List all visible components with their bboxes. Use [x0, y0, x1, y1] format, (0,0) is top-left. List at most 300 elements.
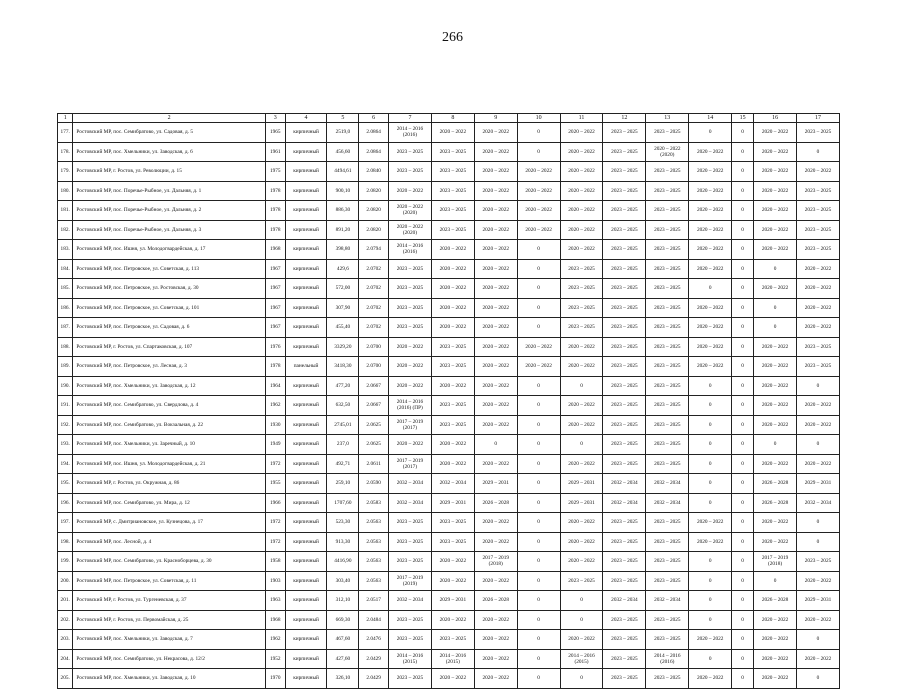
table-cell: 2020 – 2022 — [474, 532, 517, 552]
table-cell: кирпичный — [285, 630, 327, 650]
table-cell: 2020 – 2022 — [560, 454, 603, 474]
table-cell: 1964 — [265, 376, 285, 396]
table-cell: 2020 – 2022 (2020) — [389, 220, 432, 240]
table-cell: 0 — [517, 259, 560, 279]
table-cell: 2020 – 2022 — [517, 181, 560, 201]
column-number-2: 2 — [73, 114, 265, 123]
table-cell: 2020 – 2022 — [754, 142, 797, 162]
table-body — [58, 123, 840, 689]
table-cell: 2020 – 2022 — [754, 454, 797, 474]
table-cell: 2.0702 — [359, 298, 389, 318]
table-cell: 2023 – 2025 — [389, 298, 432, 318]
table-cell: кирпичный — [285, 220, 327, 240]
table-cell: кирпичный — [285, 610, 327, 630]
table-cell: 1962 — [265, 630, 285, 650]
table-cell: 2023 – 2025 — [646, 415, 689, 435]
table-cell: 2020 – 2022 — [474, 142, 517, 162]
table-cell: 2020 – 2022 — [560, 552, 603, 572]
table-cell: 0 — [754, 318, 797, 338]
address-cell: Ростовский МР, пос. Семибратово, ул. Свердлова, д. 4 — [73, 396, 265, 416]
table-cell: 0 — [754, 259, 797, 279]
table-cell: 0 — [732, 240, 754, 260]
table-cell: 2023 – 2025 — [646, 357, 689, 377]
column-number-6: 6 — [359, 114, 389, 123]
table-cell: 2.0484 — [359, 610, 389, 630]
table-cell: 2032 – 2034 — [797, 493, 840, 513]
table-row — [58, 220, 840, 240]
table-cell: 0 — [797, 513, 840, 533]
table-cell: 2023 – 2025 — [646, 630, 689, 650]
table-cell: 2023 – 2025 — [560, 318, 603, 338]
table-cell: 913,30 — [327, 532, 359, 552]
table-cell: 2023 – 2025 — [603, 357, 646, 377]
table-cell: 2023 – 2025 — [431, 513, 474, 533]
table-cell: 2020 – 2022 — [797, 610, 840, 630]
table-cell: 2023 – 2025 — [431, 162, 474, 182]
table-cell: 632,50 — [327, 396, 359, 416]
table-cell: 2020 – 2022 — [689, 630, 732, 650]
table-cell: 2023 – 2025 — [603, 142, 646, 162]
table-cell: 2029 – 2031 — [474, 474, 517, 494]
table-cell: 0 — [517, 415, 560, 435]
table-cell: 2.0563 — [359, 513, 389, 533]
table-cell: 429,6 — [327, 259, 359, 279]
table-cell: 2.0625 — [359, 435, 389, 455]
table-cell: 2023 – 2025 — [603, 376, 646, 396]
table-cell: 1707,60 — [327, 493, 359, 513]
table-cell: 2029 – 2031 — [560, 493, 603, 513]
table-cell: 2020 – 2022 — [797, 318, 840, 338]
table-cell: 2.0563 — [359, 532, 389, 552]
row-number-cell: 177. — [58, 123, 73, 143]
table-cell: 2020 – 2022 — [689, 240, 732, 260]
table-cell: 2020 – 2022 — [389, 435, 432, 455]
table-cell: 2020 – 2022 — [560, 240, 603, 260]
table-cell: 2029 – 2031 — [560, 474, 603, 494]
table-cell: 0 — [689, 474, 732, 494]
table-row — [58, 240, 840, 260]
table-cell: 2023 – 2025 — [603, 240, 646, 260]
address-cell: Ростовский МР, пос. Ишня, ул. Молодогвардейская, д. 21 — [73, 454, 265, 474]
table-cell: 2023 – 2025 — [646, 669, 689, 689]
table-cell: 2020 – 2022 — [517, 162, 560, 182]
table-cell: 2020 – 2022 — [517, 337, 560, 357]
table-cell: 2020 – 2022 — [754, 610, 797, 630]
table-cell: кирпичный — [285, 376, 327, 396]
table-cell: 2020 – 2022 — [754, 181, 797, 201]
table-cell: 0 — [732, 220, 754, 240]
row-number-cell: 185. — [58, 279, 73, 299]
table-cell: 2014 – 2016 (2015) — [389, 649, 432, 669]
table-cell: 2020 – 2022 — [797, 415, 840, 435]
table-cell: 2023 – 2025 — [560, 571, 603, 591]
row-number-cell: 200. — [58, 571, 73, 591]
table-cell: 1975 — [265, 162, 285, 182]
table-cell: 2020 – 2022 — [689, 357, 732, 377]
table-cell: 0 — [732, 513, 754, 533]
table-cell: 0 — [732, 396, 754, 416]
table-cell: 2023 – 2025 — [431, 357, 474, 377]
table-cell: 0 — [517, 630, 560, 650]
row-number-cell: 190. — [58, 376, 73, 396]
table-cell: 2023 – 2025 — [646, 279, 689, 299]
table-cell: 2023 – 2025 — [389, 610, 432, 630]
table-cell: 2023 – 2025 — [603, 259, 646, 279]
table-cell: 0 — [732, 162, 754, 182]
table-cell: 1978 — [265, 357, 285, 377]
table-cell: 2014 – 2016 (2016) — [389, 240, 432, 260]
table-cell: 2023 – 2025 — [431, 201, 474, 221]
table-cell: 2023 – 2025 — [646, 337, 689, 357]
table-cell: 2.0700 — [359, 357, 389, 377]
table-cell: 1962 — [265, 396, 285, 416]
table-cell: 2020 – 2022 — [474, 415, 517, 435]
table-cell: 0 — [517, 649, 560, 669]
table-row — [58, 474, 840, 494]
table-cell: 2020 – 2022 — [560, 201, 603, 221]
table-cell: 2.0625 — [359, 415, 389, 435]
table-cell: 2020 – 2022 — [754, 649, 797, 669]
table-cell: 0 — [517, 669, 560, 689]
table-cell: 0 — [732, 493, 754, 513]
table-cell: 2020 – 2022 — [431, 318, 474, 338]
table-cell: 2020 – 2022 — [474, 240, 517, 260]
table-cell: панельный — [285, 357, 327, 377]
column-number-1: 1 — [58, 114, 73, 123]
table-cell: 2029 – 2031 — [431, 591, 474, 611]
row-number-cell: 181. — [58, 201, 73, 221]
table-cell: 2.0517 — [359, 591, 389, 611]
table-cell: 2023 – 2025 — [603, 571, 646, 591]
table-cell: 455,40 — [327, 318, 359, 338]
table-cell: 2017 – 2019 (2017) — [389, 454, 432, 474]
table-cell: 0 — [689, 396, 732, 416]
table-cell: 2020 – 2022 — [797, 571, 840, 591]
table-cell: 2020 – 2022 — [560, 513, 603, 533]
table-cell: 2020 – 2022 — [754, 630, 797, 650]
table-cell: 2020 – 2022 — [517, 357, 560, 377]
table-cell: 1978 — [265, 220, 285, 240]
table-cell: 2020 – 2022 — [431, 259, 474, 279]
table-cell: 2020 – 2022 — [560, 630, 603, 650]
table-cell: 2020 – 2022 — [474, 337, 517, 357]
address-cell: Ростовский МР, пос. Лесной, д. 4 — [73, 532, 265, 552]
table-cell: 307,90 — [327, 298, 359, 318]
table-cell: 0 — [732, 591, 754, 611]
row-number-cell: 178. — [58, 142, 73, 162]
table-cell: 2023 – 2025 — [646, 181, 689, 201]
row-number-cell: 193. — [58, 435, 73, 455]
table-cell: 1903 — [265, 571, 285, 591]
table-cell: 0 — [517, 376, 560, 396]
table-cell: кирпичный — [285, 298, 327, 318]
table-cell: 891,20 — [327, 220, 359, 240]
table-cell: 2023 – 2025 — [646, 435, 689, 455]
table-cell: 2020 – 2022 — [754, 201, 797, 221]
table-cell: 2020 – 2022 — [754, 337, 797, 357]
table-cell: 2023 – 2025 — [797, 181, 840, 201]
table-cell: 467,60 — [327, 630, 359, 650]
row-number-cell: 180. — [58, 181, 73, 201]
table-cell: 0 — [732, 474, 754, 494]
table-cell: 2020 – 2022 — [474, 123, 517, 143]
table-cell: 2023 – 2025 — [389, 513, 432, 533]
table-cell: 1972 — [265, 454, 285, 474]
row-number-cell: 197. — [58, 513, 73, 533]
housing-registry-table — [57, 113, 840, 689]
table-cell: 0 — [689, 493, 732, 513]
table-cell: 2020 – 2022 — [689, 162, 732, 182]
table-cell: 2020 – 2022 — [689, 220, 732, 240]
table-row — [58, 591, 840, 611]
table-cell: 2020 – 2022 — [474, 376, 517, 396]
table-cell: 0 — [560, 376, 603, 396]
table-row — [58, 454, 840, 474]
table-cell: 2023 – 2025 — [603, 610, 646, 630]
table-cell: 303,40 — [327, 571, 359, 591]
table-cell: 2020 – 2022 — [797, 396, 840, 416]
table-cell: 4494,61 — [327, 162, 359, 182]
table-cell: 2017 – 2019 (2019) — [389, 571, 432, 591]
table-cell: 2020 – 2022 — [797, 298, 840, 318]
table-cell: кирпичный — [285, 552, 327, 572]
table-cell: 572,00 — [327, 279, 359, 299]
table-cell: 2020 – 2022 — [797, 259, 840, 279]
table-cell: 2023 – 2025 — [603, 337, 646, 357]
table-cell: 237,0 — [327, 435, 359, 455]
table-cell: 0 — [732, 454, 754, 474]
table-cell: 2.0700 — [359, 337, 389, 357]
row-number-cell: 203. — [58, 630, 73, 650]
table-cell: 2020 – 2022 — [560, 396, 603, 416]
table-cell: 2020 – 2022 — [560, 220, 603, 240]
table-cell: 2020 – 2022 — [431, 552, 474, 572]
table-cell: 0 — [689, 415, 732, 435]
table-cell: кирпичный — [285, 240, 327, 260]
table-cell: 0 — [517, 552, 560, 572]
address-cell: Ростовский МР, пос. Хмельники, ул. Заводская, д. 7 — [73, 630, 265, 650]
table-cell: 2023 – 2025 — [646, 259, 689, 279]
table-cell: 0 — [797, 435, 840, 455]
table-cell: 0 — [517, 493, 560, 513]
table-cell: 2023 – 2025 — [560, 259, 603, 279]
table-cell: 0 — [754, 298, 797, 318]
table-cell: 2023 – 2025 — [646, 220, 689, 240]
address-cell: Ростовский МР, пос. Хмельники, ул. Заречный, д. 10 — [73, 435, 265, 455]
table-cell: 2023 – 2025 — [431, 337, 474, 357]
table-cell: 2.0611 — [359, 454, 389, 474]
table-cell: 2020 – 2022 — [389, 376, 432, 396]
table-cell: 2.0590 — [359, 474, 389, 494]
table-cell: 0 — [517, 435, 560, 455]
column-number-13: 13 — [646, 114, 689, 123]
table-cell: 2023 – 2025 — [646, 513, 689, 533]
table-cell: 2020 – 2022 — [474, 396, 517, 416]
table-row — [58, 142, 840, 162]
table-cell: 1958 — [265, 552, 285, 572]
table-cell: 2023 – 2025 — [389, 532, 432, 552]
row-number-cell: 205. — [58, 669, 73, 689]
table-cell: 2023 – 2025 — [797, 240, 840, 260]
table-cell: 2020 – 2022 — [797, 279, 840, 299]
table-cell: 2023 – 2025 — [431, 396, 474, 416]
table-cell: 477,20 — [327, 376, 359, 396]
table-cell: 2023 – 2025 — [389, 142, 432, 162]
table-cell: 1961 — [265, 142, 285, 162]
table-cell: 2020 – 2022 — [560, 162, 603, 182]
table-row — [58, 552, 840, 572]
table-cell: 2020 – 2022 — [754, 532, 797, 552]
table-cell: 2020 – 2022 — [474, 318, 517, 338]
table-cell: кирпичный — [285, 162, 327, 182]
table-cell: 2020 – 2022 — [689, 298, 732, 318]
table-cell: 0 — [797, 142, 840, 162]
table-cell: 2.0702 — [359, 318, 389, 338]
table-cell: 0 — [732, 552, 754, 572]
table-cell: 2023 – 2025 — [389, 669, 432, 689]
table-cell: 0 — [517, 454, 560, 474]
table-cell: 2023 – 2025 — [603, 435, 646, 455]
table-cell: 2020 – 2022 (2020) — [646, 142, 689, 162]
table-cell: 1972 — [265, 513, 285, 533]
table-cell: 2014 – 2016 (2016) — [646, 649, 689, 669]
table-cell: 2745,01 — [327, 415, 359, 435]
column-number-row — [58, 114, 840, 123]
table-cell: кирпичный — [285, 337, 327, 357]
table-cell: 0 — [689, 610, 732, 630]
table-cell: 2.0820 — [359, 181, 389, 201]
table-cell: 326,10 — [327, 669, 359, 689]
row-number-cell: 204. — [58, 649, 73, 669]
table-cell: 2023 – 2025 — [603, 513, 646, 533]
address-cell: Ростовский МР, пос. Петровское, ул. Советская, д. 113 — [73, 259, 265, 279]
table-cell: 2032 – 2034 — [646, 474, 689, 494]
table-cell: 2.0583 — [359, 493, 389, 513]
address-cell: Ростовский МР, г. Ростов, ул. Спартаковская, д. 107 — [73, 337, 265, 357]
table-row — [58, 610, 840, 630]
table-cell: 0 — [797, 630, 840, 650]
table-row — [58, 649, 840, 669]
table-cell: 0 — [732, 259, 754, 279]
table-cell: 2.0820 — [359, 220, 389, 240]
table-cell: 2020 – 2022 — [560, 415, 603, 435]
column-number-14: 14 — [689, 114, 732, 123]
table-row — [58, 396, 840, 416]
table-cell: 886,30 — [327, 201, 359, 221]
table-cell: 0 — [732, 649, 754, 669]
table-row — [58, 337, 840, 357]
table-cell: 2020 – 2022 — [689, 259, 732, 279]
table-cell: 1952 — [265, 649, 285, 669]
table-cell: 2.0840 — [359, 162, 389, 182]
table-cell: 2017 – 2019 (2018) — [754, 552, 797, 572]
column-number-7: 7 — [389, 114, 432, 123]
table-cell: 0 — [732, 669, 754, 689]
table-cell: 0 — [732, 123, 754, 143]
row-number-cell: 194. — [58, 454, 73, 474]
table-cell: 2020 – 2022 — [797, 162, 840, 182]
column-number-17: 17 — [797, 114, 840, 123]
table-cell: 2.0864 — [359, 123, 389, 143]
table-row — [58, 376, 840, 396]
table-cell: 2020 – 2022 — [431, 240, 474, 260]
table-cell: 2020 – 2022 — [754, 240, 797, 260]
table-cell: 2020 – 2022 — [754, 220, 797, 240]
address-cell: Ростовский МР, пос. Ишня, ул. Молодогвардейская, д. 17 — [73, 240, 265, 260]
table-cell: 2026 – 2028 — [474, 493, 517, 513]
table-cell: 2023 – 2025 — [431, 630, 474, 650]
table-cell: 0 — [517, 532, 560, 552]
table-cell: 2026 – 2028 — [754, 591, 797, 611]
table-cell: 2023 – 2025 — [646, 396, 689, 416]
table-cell: 1976 — [265, 337, 285, 357]
table-cell: 2023 – 2025 — [389, 552, 432, 572]
table-cell: 2020 – 2022 — [689, 337, 732, 357]
row-number-cell: 184. — [58, 259, 73, 279]
table-cell: 2023 – 2025 — [431, 532, 474, 552]
table-cell: 0 — [560, 669, 603, 689]
address-cell: Ростовский МР, пос. Семибратово, ул. Некрасова, д. 12/2 — [73, 649, 265, 669]
row-number-cell: 179. — [58, 162, 73, 182]
table-cell: 2023 – 2025 — [603, 298, 646, 318]
row-number-cell: 202. — [58, 610, 73, 630]
address-cell: Ростовский МР, пос. Поречье-Рыбное, ул. Дальняя, д. 3 — [73, 220, 265, 240]
table-cell: 2020 – 2022 — [474, 162, 517, 182]
table-cell: 2023 – 2025 — [603, 201, 646, 221]
table-cell: 0 — [517, 591, 560, 611]
table-cell: 669,30 — [327, 610, 359, 630]
table-cell: 2020 – 2022 — [689, 181, 732, 201]
table-cell: 2020 – 2022 — [517, 220, 560, 240]
table-cell: 259,10 — [327, 474, 359, 494]
row-number-cell: 199. — [58, 552, 73, 572]
table-cell: 2020 – 2022 — [431, 376, 474, 396]
table-row — [58, 669, 840, 689]
table-cell: кирпичный — [285, 396, 327, 416]
address-cell: Ростовский МР, пос. Петровское, ул. Лесная, д. 3 — [73, 357, 265, 377]
table-cell: 2020 – 2022 — [431, 279, 474, 299]
table-cell: 2.0820 — [359, 201, 389, 221]
table-cell: 0 — [689, 376, 732, 396]
column-number-9: 9 — [474, 114, 517, 123]
row-number-cell: 182. — [58, 220, 73, 240]
table-row — [58, 513, 840, 533]
table-cell: кирпичный — [285, 591, 327, 611]
row-number-cell: 191. — [58, 396, 73, 416]
table-cell: 2014 – 2016 (2015) — [560, 649, 603, 669]
table-cell: 2023 – 2025 — [389, 162, 432, 182]
table-cell: 0 — [689, 552, 732, 572]
table-cell: кирпичный — [285, 435, 327, 455]
table-cell: 2023 – 2025 — [560, 279, 603, 299]
table-cell: 2023 – 2025 — [646, 532, 689, 552]
table-cell: 2023 – 2025 — [431, 415, 474, 435]
table-cell: 2023 – 2025 — [646, 454, 689, 474]
table-cell: 456,60 — [327, 142, 359, 162]
row-number-cell: 188. — [58, 337, 73, 357]
table-cell: 2020 – 2022 — [754, 162, 797, 182]
table-cell: 2026 – 2028 — [754, 474, 797, 494]
table-cell: 2032 – 2034 — [389, 474, 432, 494]
table-cell: 0 — [560, 591, 603, 611]
table-cell: 2020 – 2022 — [474, 181, 517, 201]
table-row — [58, 630, 840, 650]
table-cell: 2023 – 2025 — [431, 142, 474, 162]
table-cell: 1967 — [265, 279, 285, 299]
address-cell: Ростовский МР, пос. Петровское, ул. Советская, д. 11 — [73, 571, 265, 591]
column-number-8: 8 — [431, 114, 474, 123]
column-number-11: 11 — [560, 114, 603, 123]
